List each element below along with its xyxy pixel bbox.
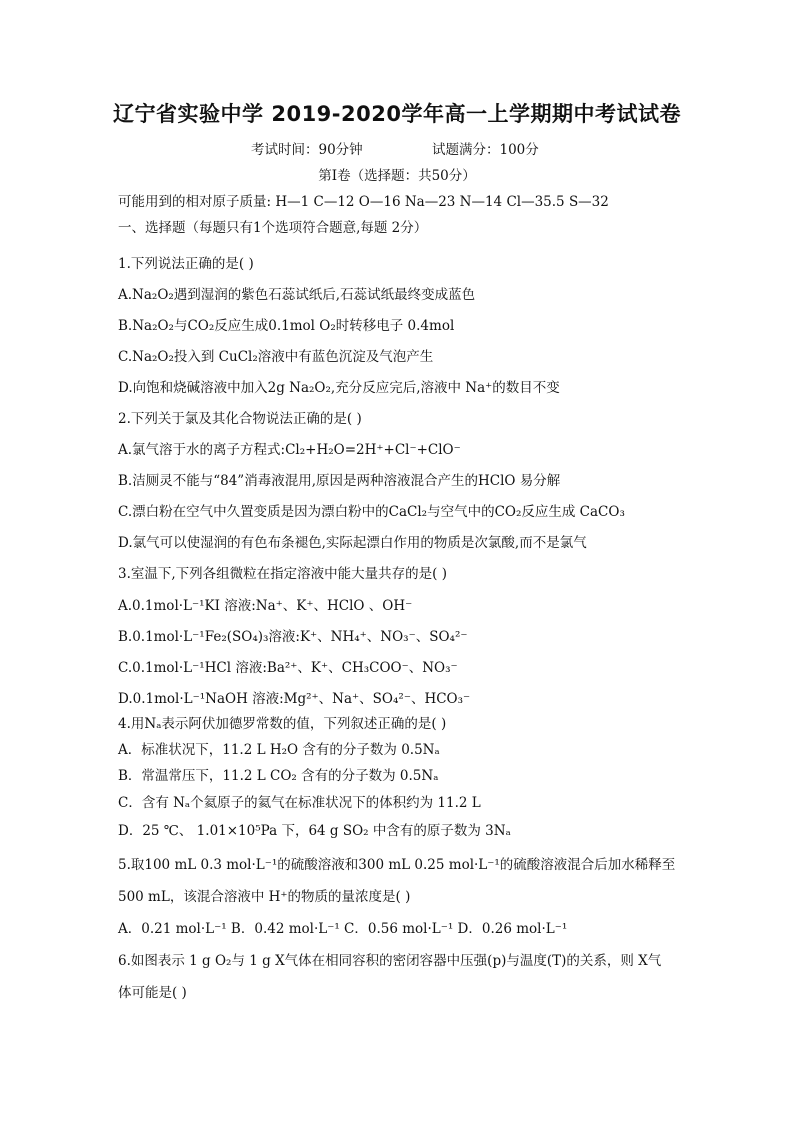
question-1-option-b: B.Na₂O₂与CO₂反应生成0.1mol O₂时转移电子 0.4mol (118, 318, 455, 334)
question-4-option-b: B．常温常压下，11.2 L CO₂ 含有的分子数为 0.5Nₐ (118, 768, 439, 784)
question-1-stem: 1.下列说法正确的是( ) (118, 256, 254, 272)
question-1-option-d: D.向饱和烧碱溶液中加入2g Na₂O₂,充分反应完后,溶液中 Na⁺的数目不变 (118, 380, 560, 396)
question-1-option-c: C.Na₂O₂投入到 CuCl₂溶液中有蓝色沉淀及气泡产生 (118, 349, 434, 365)
question-4-option-d: D．25 ℃、 1.01×10⁵Pa 下，64 g SO₂ 中含有的原子数为 3Nₐ (118, 823, 511, 839)
question-2-stem: 2.下列关于氯及其化合物说法正确的是( ) (118, 411, 362, 427)
page-title: 辽宁省实验中学 2019-2020学年高一上学期期中考试试卷 (113, 102, 681, 126)
question-3-option-b: B.0.1mol·L⁻¹Fe₂(SO₄)₃溶液:K⁺、NH₄⁺、NO₃⁻、SO₄²⁻ (118, 629, 468, 645)
atomic-masses: 可能用到的相对原子质量: H—1 C—12 O—16 Na—23 N—14 Cl—35.5 S—32 (118, 194, 609, 210)
question-5-stem-line-1: 5.取100 mL 0.3 mol·L⁻¹的硫酸溶液和300 mL 0.25 mol·L⁻¹的硫酸溶液混合后加水稀释至 (118, 857, 676, 873)
question-3-option-d: D.0.1mol·L⁻¹NaOH 溶液:Mg²⁺、Na⁺、SO₄²⁻、HCO₃⁻ (118, 691, 471, 707)
question-4-stem: 4.用Nₐ表示阿伏加德罗常数的值，下列叙述正确的是( ) (118, 716, 447, 732)
question-4-option-c: C．含有 Nₐ个氦原子的氦气在标准状况下的体积约为 11.2 L (118, 795, 481, 811)
question-3-stem: 3.室温下,下列各组微粒在指定溶液中能大量共存的是( ) (118, 566, 447, 582)
question-2-option-c: C.漂白粉在空气中久置变质是因为漂白粉中的CaCl₂与空气中的CO₂反应生成 CaCO₃ (118, 504, 625, 520)
question-4-option-a: A．标准状况下，11.2 L H₂O 含有的分子数为 0.5Nₐ (118, 742, 440, 758)
exam-time: 考试时间：90分钟 (251, 142, 363, 158)
question-2-option-b: B.洁厕灵不能与“84”消毒液混用,原因是两种溶液混合产生的HClO 易分解 (118, 473, 561, 489)
part-heading: 一、选择题（每题只有1个选项符合题意,每题 2分） (118, 220, 428, 236)
section-heading: 第Ⅰ卷（选择题：共50分） (318, 168, 476, 184)
question-2-option-d: D.氯气可以使湿润的有色布条褪色,实际起漂白作用的物质是次氯酸,而不是氯气 (118, 535, 587, 551)
exam-score: 试题满分：100分 (432, 142, 539, 158)
question-5-options: A．0.21 mol·L⁻¹ B．0.42 mol·L⁻¹ C．0.56 mol·L⁻¹ D．0.26 mol·L⁻¹ (118, 921, 568, 937)
question-2-option-a: A.氯气溶于水的离子方程式:Cl₂+H₂O=2H⁺+Cl⁻+ClO⁻ (118, 442, 461, 458)
question-5-stem-line-2: 500 mL，该混合溶液中 H⁺的物质的量浓度是( ) (118, 889, 411, 905)
question-3-option-a: A.0.1mol·L⁻¹KI 溶液:Na⁺、K⁺、HClO 、OH⁻ (118, 598, 413, 614)
question-6-stem-line-2: 体可能是( ) (118, 985, 187, 1001)
question-3-option-c: C.0.1mol·L⁻¹HCl 溶液:Ba²⁺、K⁺、CH₃COO⁻、NO₃⁻ (118, 660, 458, 676)
question-1-option-a: A.Na₂O₂遇到湿润的紫色石蕊试纸后,石蕊试纸最终变成蓝色 (118, 287, 476, 303)
question-6-stem-line-1: 6.如图表示 1 g O₂与 1 g X气体在相同容积的密闭容器中压强(p)与温度(T)的关系，则 X气 (118, 953, 662, 969)
